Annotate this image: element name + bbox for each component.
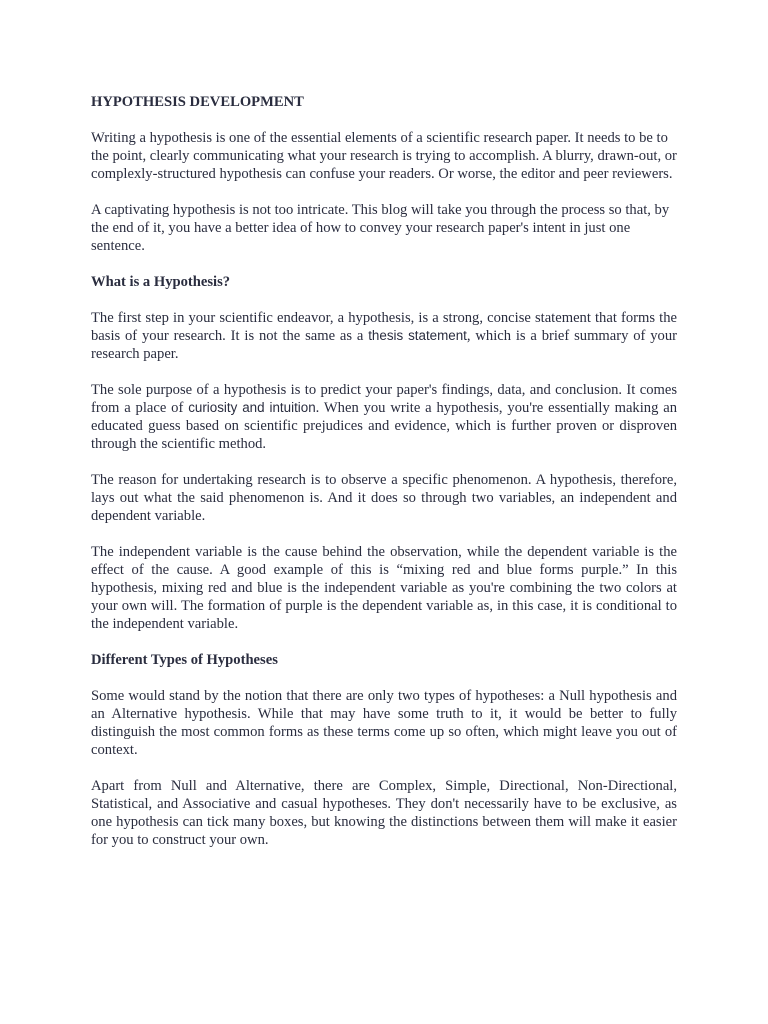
text-run: The sole purpose of a hypothesis is to predict your paper's findings, data, and conclusion. It comes from a place of bbox=[91, 382, 677, 416]
curiosity-intuition-link[interactable]: curiosity and intuition bbox=[188, 400, 316, 415]
text-run: , which is a brief summary of your research paper. bbox=[91, 328, 677, 362]
text-run: The first step in your scientific endeavor, a hypothesis, is a strong, concise statement that forms the basis of your research. It is not the same as a bbox=[91, 310, 677, 344]
section-heading-what-is-hypothesis: What is a Hypothesis? bbox=[91, 274, 231, 290]
document-body bbox=[91, 93, 677, 867]
section2-paragraph-1: Some would stand by the notion that there are only two types of hypotheses: a Null hypothesis and an Alternative hypothesis. While that may have some truth to it, it would be better to fully distinguish the most common forms as these terms come up so often, which might leave you out of context. bbox=[91, 688, 677, 758]
section2-paragraph-2: Apart from Null and Alternative, there are Complex, Simple, Directional, Non-Directional, Statistical, and Associative and casual hypotheses. They don't necessarily have to be exclusive, as one hypothesis can tick many boxes, but knowing the distinctions between them will make it easier for you to construct your own. bbox=[91, 778, 677, 848]
section1-paragraph-1 bbox=[91, 309, 677, 363]
section1-paragraph-2 bbox=[91, 381, 677, 453]
text-run: . When you write a hypothesis, you're essentially making an educated guess based on scientific prejudices and evidence, which is further proven or disproven through the scientific method. bbox=[91, 400, 677, 452]
section-heading-types-of-hypotheses: Different Types of Hypotheses bbox=[91, 652, 278, 668]
section1-paragraph-4: The independent variable is the cause behind the observation, while the dependent variable is the effect of the cause. A good example of this is “mixing red and blue forms purple.” In this hypothesis, mixing red and blue is the independent variable as you're combining the two colors at your own will. The formation of purple is the dependent variable as, in this case, it is conditional to the independent variable. bbox=[91, 544, 677, 632]
document-title: HYPOTHESIS DEVELOPMENT bbox=[91, 94, 304, 110]
intro-paragraph-2: A captivating hypothesis is not too intricate. This blog will take you through the process so that, by the end of it, you have a better idea of how to convey your research paper's intent in just one sentence. bbox=[91, 202, 670, 254]
thesis-statement-link[interactable]: thesis statement bbox=[368, 328, 467, 343]
intro-paragraph-1: Writing a hypothesis is one of the essential elements of a scientific research paper. It needs to be to the point, clearly communicating what your research is trying to accomplish. A blurry, drawn-out, or complexly-structured hypothesis can confuse your readers. Or worse, the editor and peer reviewers. bbox=[91, 130, 677, 182]
section1-paragraph-3: The reason for undertaking research is to observe a specific phenomenon. A hypothesis, therefore, lays out what the said phenomenon is. And it does so through two variables, an independent and dependent variable. bbox=[91, 472, 677, 524]
